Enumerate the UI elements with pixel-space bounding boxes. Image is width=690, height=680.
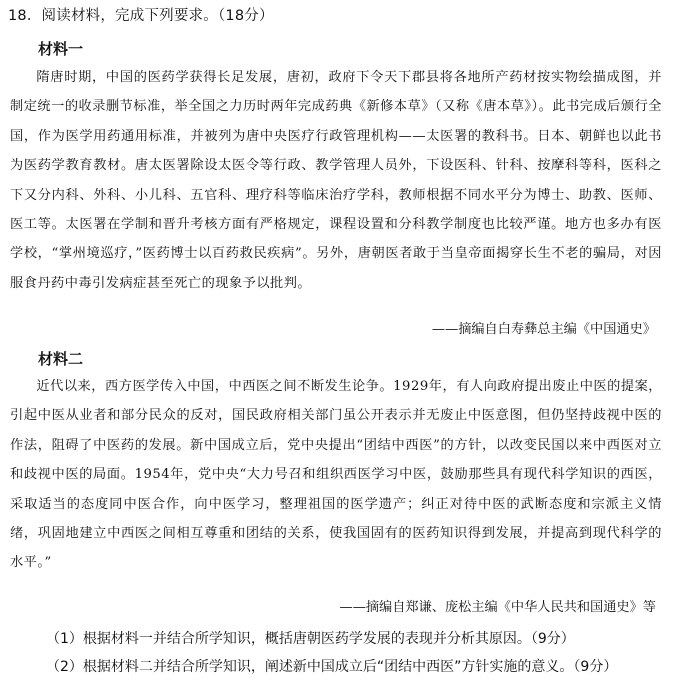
material-1-text: 隋唐时期，中国的医药学获得长足发展，唐初，政府下令天下郡县将各地所产药材按实物绘描成图，并制定统一的收录删节标准，举全国之力历时两年完成药典《新修本草》（又称《唐本草》）。此书完成后颁行全国，作为医学用药通用标准，并被列为唐中央医疗行政管理机构——太医署的教科书。日本、朝鲜也以此书为医药学教育教材。唐太医署除设太医令等行政、教学管理人员外，下设医科、针科、按摩科等科，医科之下又分内科、外科、小儿科、五官科、理疗科等临床治疗学科，教师根据不同水平分为博士、助教、医师、医工等。太医署在学制和晋升考核方面有严格规定，课程设置和分科教学制度也比较严谨。地方也多办有医学校，“掌州境巡疗，”医药博士以百药救民疾病”。另外，唐朝医者敢于当皇帝面揭穿长生不老的骗局，对因服食丹药中毒引发病症甚至死亡的现象予以批判。 [10,70,662,291]
material-1-source: ——摘编自白寿彝总主编《中国通史》 [431,322,656,337]
sub-question-1: （1）根据材料一并结合所学知识，概括唐朝医药学发展的表现并分析其原因。（9分） [46,631,575,647]
material-1-heading: 材料一 [38,40,84,58]
material-2-text: 近代以来，西方医学传入中国，中西医之间不断发生论争。1929年，有人向政府提出废止中医的提案，引起中医从业者和部分民众的反对，国民政府相关部门虽公开表示并无废止中医意图，但仍坚持歧视中医的作法，阻碍了中医药的发展。新中国成立后，党中央提出“团结中西医”的方针，以改变民国以来中西医对立和歧视中医的局面。1954年，党中央“大力号召和组织西医学习中医，鼓励那些具有现代科学知识的西医，采取适当的态度同中医合作，向中医学习，整理祖国的医学遗产；纠正对待中医的武断态度和宗派主义情绪，巩固地建立中西医之间相互尊重和团结的关系，使我国固有的医药知识得到发展，并提高到现代科学的水平。” [10,379,662,571]
material-2-source: ——摘编自郑谦、庞松主编《中华人民共和国通史》等 [339,600,656,615]
sub-question-2: （2）根据材料二并结合所学知识，阐述新中国成立后“团结中西医”方针实施的意义。（9分） [46,659,618,675]
material-2-heading: 材料二 [38,350,84,368]
question-title: 18．阅读材料，完成下列要求。（18分） [8,8,274,24]
